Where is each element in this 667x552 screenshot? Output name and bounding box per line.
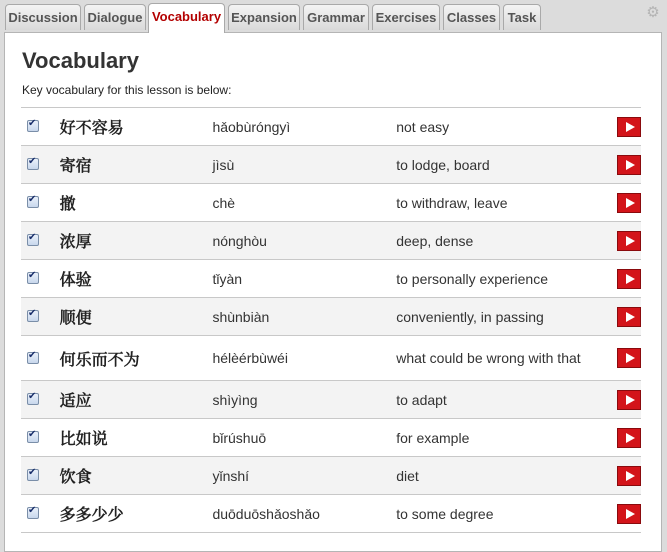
vocab-row (21, 146, 641, 184)
tab-classes[interactable]: Classes (443, 4, 500, 30)
checkbox-checked-icon[interactable] (27, 431, 39, 443)
play-audio-icon[interactable] (617, 348, 641, 368)
play-audio-icon[interactable] (617, 428, 641, 448)
tab-task[interactable]: Task (503, 4, 541, 30)
vocab-definition: for example (396, 419, 607, 457)
page-title: Vocabulary (22, 48, 139, 73)
vocab-row (21, 381, 641, 419)
play-audio-icon[interactable] (617, 504, 641, 524)
vocab-word: 浓厚 (60, 222, 213, 260)
play-audio-icon[interactable] (617, 231, 641, 251)
vocab-pinyin: jìsù (212, 146, 396, 184)
vocab-pinyin: bǐrúshuō (212, 419, 396, 457)
vocab-definition: deep, dense (396, 222, 607, 260)
vocab-row (21, 457, 641, 495)
vocab-definition: not easy (396, 108, 607, 146)
gear-icon[interactable]: ⚙ (646, 3, 660, 21)
vocab-pinyin: tǐyàn (212, 260, 396, 298)
play-audio-icon[interactable] (617, 117, 641, 137)
vocab-pinyin: hélèérbùwéi (212, 336, 396, 381)
tab-expansion[interactable]: Expansion (228, 4, 300, 30)
play-audio-icon[interactable] (617, 193, 641, 213)
vocab-definition: conveniently, in passing (396, 298, 607, 336)
vocab-pinyin: duōduōshǎoshǎo (212, 495, 396, 533)
vocab-row (21, 184, 641, 222)
vocab-word: 寄宿 (60, 146, 213, 184)
vocab-word: 撤 (60, 184, 213, 222)
vocab-word: 多多少少 (60, 495, 213, 533)
vocab-pinyin: shìyìng (212, 381, 396, 419)
vocab-word: 适应 (60, 381, 213, 419)
checkbox-checked-icon[interactable] (27, 272, 39, 284)
vocab-definition: to some degree (396, 495, 607, 533)
vocab-pinyin: nónghòu (212, 222, 396, 260)
vocab-word: 体验 (60, 260, 213, 298)
vocabulary-table (21, 107, 641, 533)
vocab-definition: to personally experience (396, 260, 607, 298)
checkbox-checked-icon[interactable] (27, 120, 39, 132)
tab-bar (0, 0, 667, 32)
intro-text: Key vocabulary for this lesson is below: (22, 83, 232, 97)
checkbox-checked-icon[interactable] (27, 310, 39, 322)
checkbox-checked-icon[interactable] (27, 158, 39, 170)
vocab-pinyin: hǎobùróngyì (212, 108, 396, 146)
vocab-pinyin: chè (212, 184, 396, 222)
vocab-row (21, 336, 641, 381)
checkbox-checked-icon[interactable] (27, 234, 39, 246)
play-audio-icon[interactable] (617, 307, 641, 327)
play-audio-icon[interactable] (617, 155, 641, 175)
vocab-row (21, 222, 641, 260)
play-audio-icon[interactable] (617, 390, 641, 410)
vocab-definition: what could be wrong with that (396, 336, 607, 381)
tab-dialogue[interactable]: Dialogue (84, 4, 146, 30)
vocab-word: 何乐而不为 (60, 336, 213, 381)
vocab-row (21, 495, 641, 533)
tab-discussion[interactable]: Discussion (5, 4, 81, 30)
vocab-definition: to lodge, board (396, 146, 607, 184)
vocab-word: 饮食 (60, 457, 213, 495)
vocab-pinyin: shùnbiàn (212, 298, 396, 336)
checkbox-checked-icon[interactable] (27, 469, 39, 481)
vocab-row (21, 260, 641, 298)
checkbox-checked-icon[interactable] (27, 507, 39, 519)
vocab-row (21, 108, 641, 146)
vocab-definition: diet (396, 457, 607, 495)
checkbox-checked-icon[interactable] (27, 352, 39, 364)
vocab-definition: to withdraw, leave (396, 184, 607, 222)
play-audio-icon[interactable] (617, 466, 641, 486)
checkbox-checked-icon[interactable] (27, 393, 39, 405)
tab-exercises[interactable]: Exercises (372, 4, 440, 30)
vocab-pinyin: yǐnshí (212, 457, 396, 495)
play-audio-icon[interactable] (617, 269, 641, 289)
vocab-definition: to adapt (396, 381, 607, 419)
checkbox-checked-icon[interactable] (27, 196, 39, 208)
tab-vocabulary[interactable]: Vocabulary (148, 3, 225, 33)
vocab-word: 顺便 (60, 298, 213, 336)
vocab-word: 比如说 (60, 419, 213, 457)
vocab-row (21, 298, 641, 336)
tab-grammar[interactable]: Grammar (303, 4, 369, 30)
vocab-word: 好不容易 (60, 108, 213, 146)
vocab-row (21, 419, 641, 457)
